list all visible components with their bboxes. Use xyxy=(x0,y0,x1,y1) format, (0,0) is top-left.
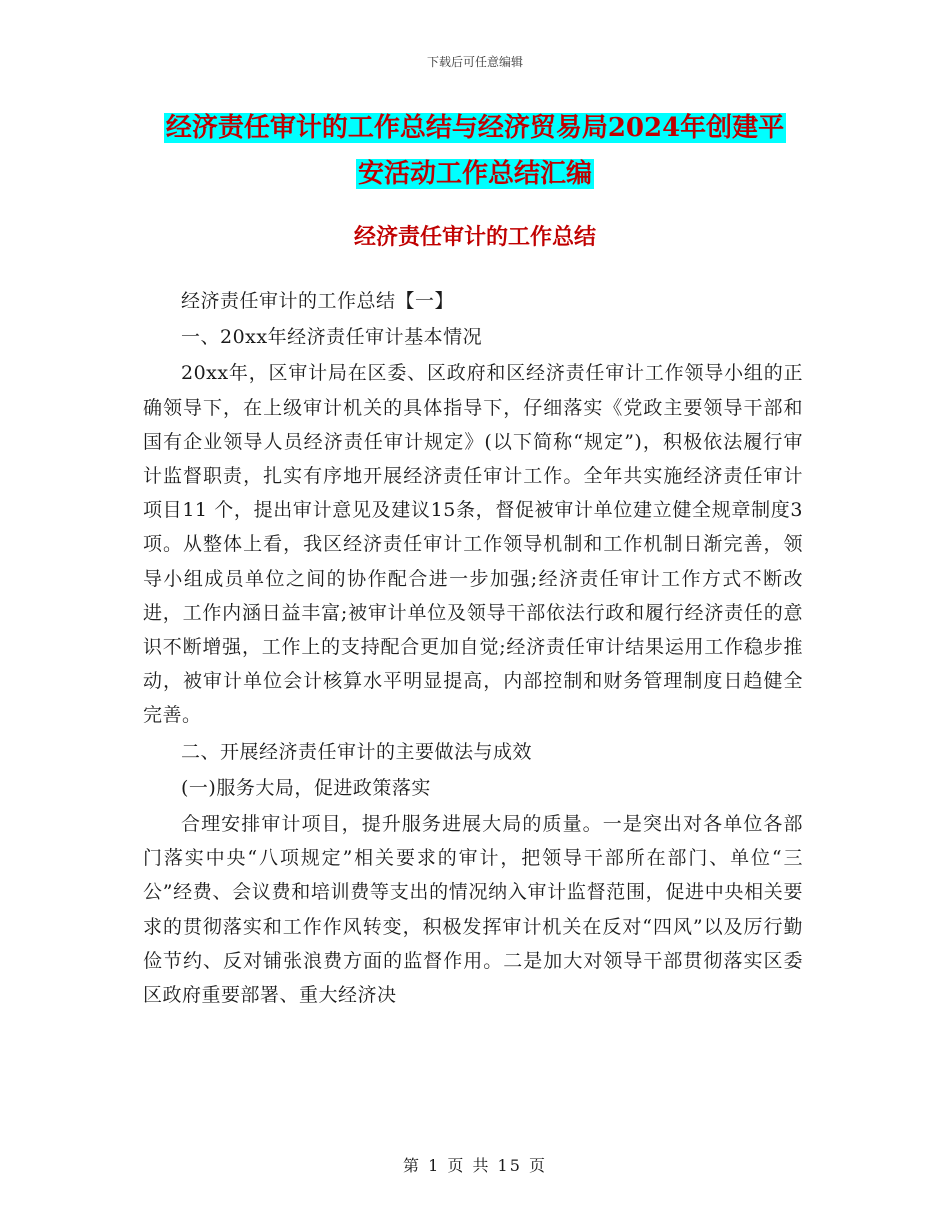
heading-one: 一、20xx年经济责任审计基本情况 xyxy=(181,326,483,349)
document-title-line-2: 安活动工作总结汇编 xyxy=(357,159,592,189)
page-footer: 第 1 页 共 15 页 xyxy=(403,1156,547,1175)
body-paragraph: 合理安排审计项目，提升服务进展大局的质量。一是突出对各单位各部门落实中央“八项规定”相关要求的审计，把领导干部所在部门、单位“三公”经费、会议费和培训费等支出的情况纳入审计监督范围，促进中央相关要求的贯彻落实和工作作风转变，积极发挥审计机关在反对“四风”以及厉行勤俭节约、反对铺张浪费方面的监督作用。二是加大对领导干部贯彻落实区委区政府重要部署、重大经济决 xyxy=(143,813,803,1007)
body-paragraph: 20xx年，区审计局在区委、区政府和区经济责任审计工作领导小组的正确领导下，在上级审计机关的具体指导下，仔细落实《党政主要领导干部和国有企业领导人员经济责任审计规定》(以下简称“规定”)，积极依法履行审计监督职责，扎实有序地开展经济责任审计工作。全年共实施经济责任审计项目11 个，提出审计意见及建议15条，督促被审计单位建立健全规章制度3项。从整体上看，我区经济责任审计工作领导机制和工作机制日渐完善，领导小组成员单位之间的协作配合进一步加强;经济责任审计工作方式不断改进，工作内涵日益丰富;被审计单位及领导干部依法行政和履行经济责任的意识不断增强，工作上的支持配合更加自觉;经济责任审计结果运用工作稳步推动，被审计单位会计核算水平明显提高，内部控制和财务管理制度日趋健全完善。 xyxy=(143,362,803,727)
subheading: 经济责任审计的工作总结【一】 xyxy=(181,290,455,312)
section-title: 经济责任审计的工作总结 xyxy=(353,224,596,250)
sub-heading-one: (一)服务大局，促进政策落实 xyxy=(181,776,431,799)
document-body xyxy=(143,284,803,1012)
header-note: 下载后可任意编辑 xyxy=(426,55,523,69)
heading-two: 二、开展经济责任审计的主要做法与成效 xyxy=(181,740,533,763)
document-title-line-1: 经济责任审计的工作总结与经济贸易局2024年创建平 xyxy=(165,113,785,143)
